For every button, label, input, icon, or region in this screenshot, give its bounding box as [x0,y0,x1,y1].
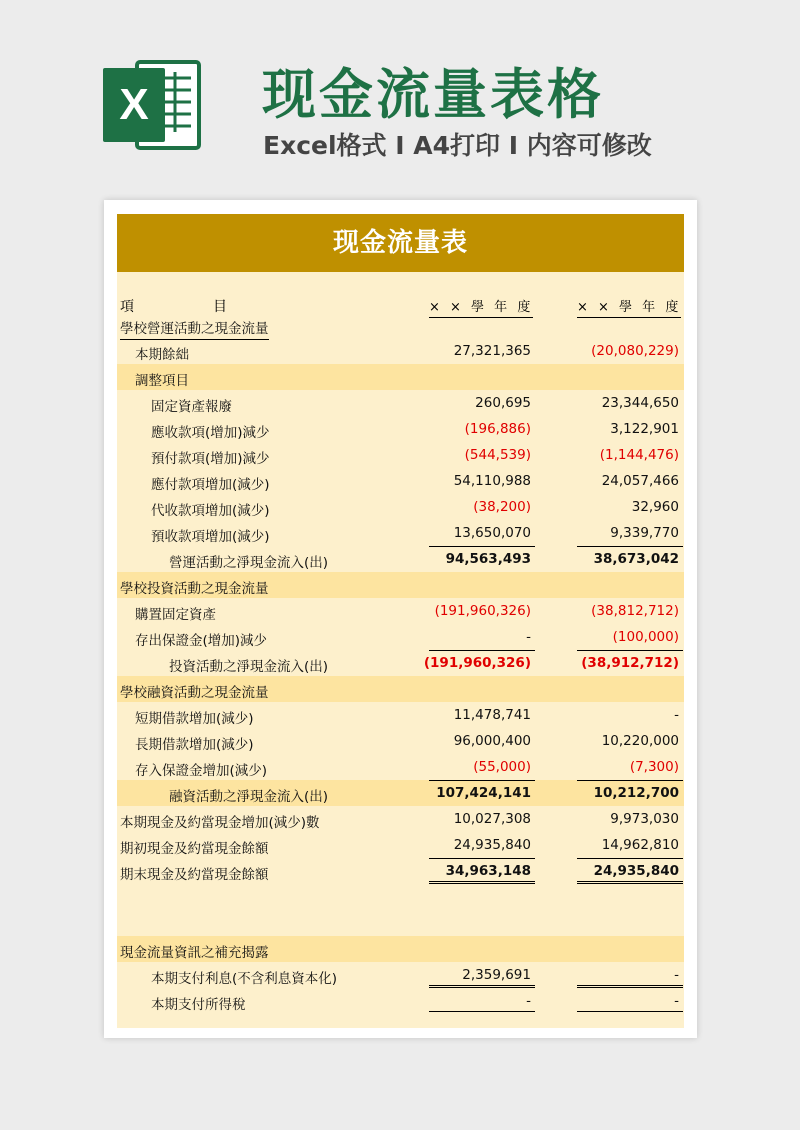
row-label: 存出保證金(增加)減少 [135,633,268,649]
row-label: 投資活動之淨現金流入(出) [169,659,329,675]
total-double-rule [429,881,535,884]
row-value-v2: 9,973,030 [610,811,679,827]
row-value-v2: 23,344,650 [601,395,679,411]
table-row [117,780,684,806]
row-value-v2: 3,122,901 [610,421,679,437]
total-top-rule [429,780,535,781]
document-paper [104,200,697,1038]
row-value-v2: 38,673,042 [593,551,679,567]
row-label: 學校營運活動之現金流量 [120,317,269,340]
row-value-v2: (20,080,229) [591,343,679,359]
row-value-v1: - [526,629,531,645]
supplement-row [117,962,684,988]
total-top-rule [429,858,535,859]
excel-icon-letter: X [119,80,149,129]
row-label: 調整項目 [135,373,189,389]
row-value-v1: (191,960,326) [434,603,531,619]
table-row [117,416,684,442]
supplement-row [117,988,684,1014]
row-label: 營運活動之淨現金流入(出) [169,555,329,571]
table-row [117,676,684,702]
supplement-rule [429,1011,535,1012]
row-value-v2: - [674,967,679,983]
row-value-v1: (196,886) [464,421,531,437]
row-label: 代收款項增加(減少) [151,503,270,519]
table-row [117,546,684,572]
row-label: 本期支付利息(不含利息資本化) [151,971,338,987]
row-label: 本期支付所得稅 [151,997,246,1013]
table-row [117,806,684,832]
row-value-v2: (7,300) [629,759,679,775]
row-value-v2: 32,960 [631,499,679,515]
total-top-rule [429,650,535,651]
total-top-rule [429,546,535,547]
row-value-v1: 107,424,141 [436,785,531,801]
table-row [117,728,684,754]
page-title: 现金流量表格 [262,63,604,126]
total-top-rule [577,546,683,547]
row-label: 固定資產報廢 [151,399,232,415]
row-label: 本期現金及約當現金增加(減少)數 [120,815,320,831]
table-row [117,858,684,884]
row-value-v1: 34,963,148 [445,863,531,879]
spacer [117,884,684,936]
row-value-v1: 96,000,400 [453,733,531,749]
header-year-1: × × 學 年 度 [429,296,533,318]
row-value-v2: 10,212,700 [593,785,679,801]
row-label: 存入保證金增加(減少) [135,763,268,779]
row-label: 購置固定資產 [135,607,216,623]
total-double-rule [577,881,683,884]
row-label: 學校融資活動之現金流量 [120,685,269,701]
row-value-v2: 14,962,810 [601,837,679,853]
total-top-rule [577,650,683,651]
table-row [117,624,684,650]
row-value-v2: 24,057,466 [601,473,679,489]
row-value-v2: - [674,993,679,1009]
header-year-2: × × 學 年 度 [577,296,681,318]
supplement-title-row [117,936,684,962]
row-value-v1: - [526,993,531,1009]
row-label: 預付款項(增加)減少 [151,451,270,467]
table-row [117,468,684,494]
table-row [117,442,684,468]
row-value-v1: 13,650,070 [453,525,531,541]
row-label: 長期借款增加(減少) [135,737,254,753]
row-value-v1: 10,027,308 [453,811,531,827]
total-top-rule [577,858,683,859]
row-value-v1: (191,960,326) [423,655,531,671]
row-value-v2: (100,000) [612,629,679,645]
table-row [117,598,684,624]
supplement-rows [117,962,684,1014]
header-item-b: 目 [213,299,227,315]
table-row [117,520,684,546]
statement-rows [117,312,684,884]
row-value-v2: 10,220,000 [601,733,679,749]
row-label: 應付款項增加(減少) [151,477,270,493]
row-value-v1: (55,000) [473,759,531,775]
row-label: 期初現金及約當現金餘額 [120,841,269,857]
table-row [117,312,684,338]
row-value-v1: 24,935,840 [453,837,531,853]
row-value-v1: 94,563,493 [445,551,531,567]
excel-icon [103,56,203,154]
row-value-v2: 24,935,840 [593,863,679,879]
row-label: 學校投資活動之現金流量 [120,581,269,597]
sheet-title: 现金流量表 [117,214,684,272]
column-header [117,272,684,315]
banner [0,0,800,190]
table-row [117,650,684,676]
row-value-v1: 260,695 [475,395,531,411]
row-value-v1: 11,478,741 [453,707,531,723]
row-label: 本期餘絀 [135,347,189,363]
row-value-v1: (544,539) [464,447,531,463]
header-item-a: 項 [120,299,134,315]
row-value-v1: (38,200) [473,499,531,515]
row-label: 期末現金及約當現金餘額 [120,867,269,883]
table-row [117,390,684,416]
row-label: 應收款項(增加)減少 [151,425,270,441]
row-value-v2: - [674,707,679,723]
page-subtitle: Excel格式 I A4打印 I 内容可修改 [263,131,652,160]
table-row [117,572,684,598]
table-row [117,338,684,364]
supplement-title: 現金流量資訊之補充揭露 [120,945,269,961]
row-value-v2: (38,812,712) [591,603,679,619]
row-value-v1: 54,110,988 [453,473,531,489]
total-top-rule [577,780,683,781]
row-value-v1: 2,359,691 [462,967,531,983]
table-row [117,364,684,390]
row-label: 短期借款增加(減少) [135,711,254,727]
row-value-v2: (38,912,712) [581,655,679,671]
row-value-v2: (1,144,476) [599,447,679,463]
table-row [117,702,684,728]
row-value-v1: 27,321,365 [453,343,531,359]
table-row [117,494,684,520]
row-value-v2: 9,339,770 [610,525,679,541]
supplement-rule [577,1011,683,1012]
table-row [117,832,684,858]
table-row [117,754,684,780]
cash-flow-sheet [117,214,684,1028]
row-label: 預收款項增加(減少) [151,529,270,545]
row-label: 融資活動之淨現金流入(出) [169,789,329,805]
